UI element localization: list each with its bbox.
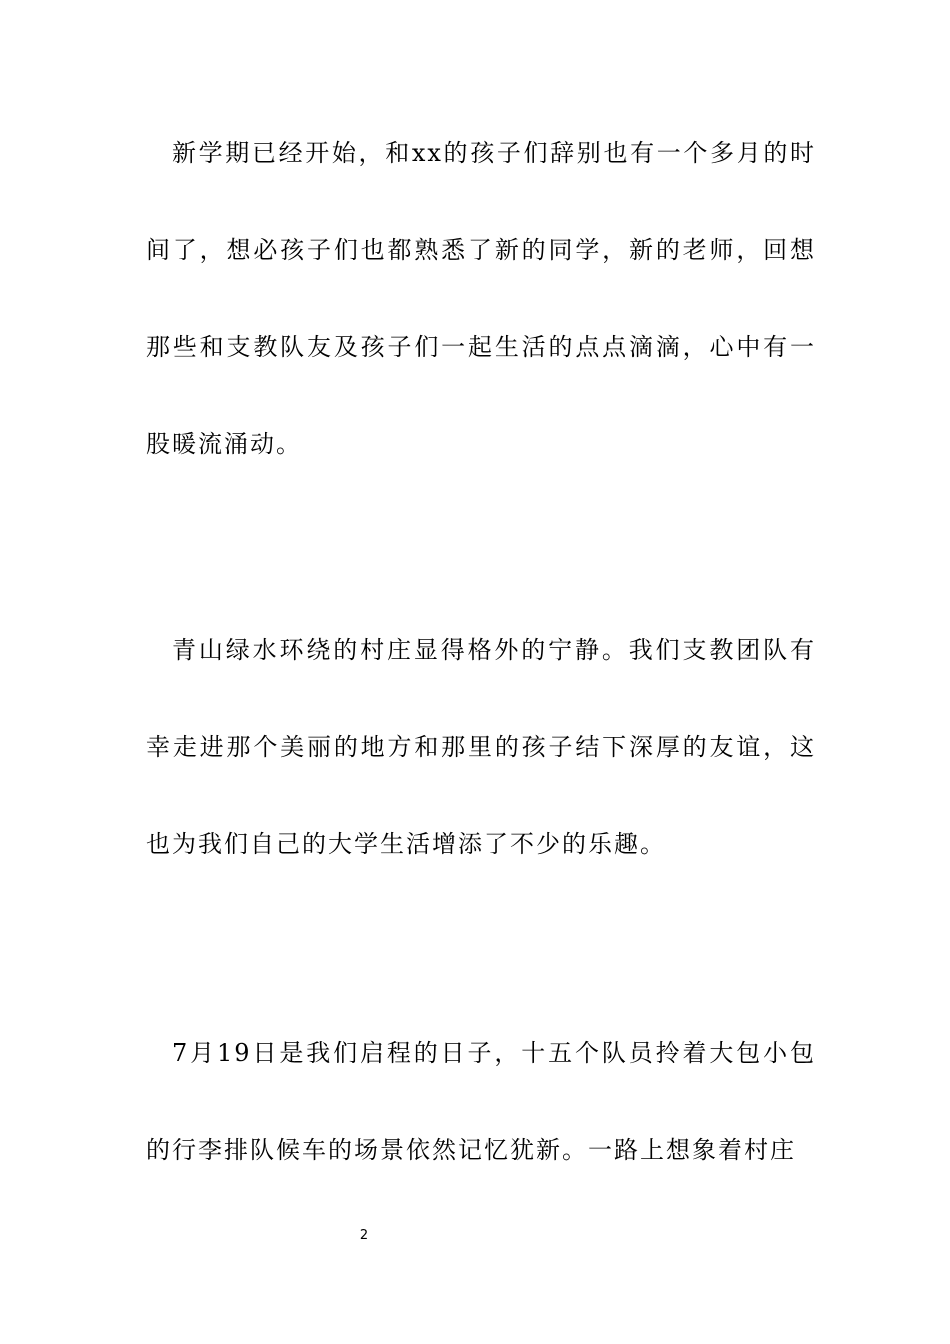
paragraph-2: 青山绿水环绕的村庄显得格外的宁静。我们支教团队有幸走进那个美丽的地方和那里的孩子结下深厚的友谊，这也为我们自己的大学生活增添了不少的乐趣。 (146, 636, 816, 858)
paragraph-1: 新学期已经开始，和xx的孩子们辞别也有一个多月的时间了，想必孩子们也都熟悉了新的同学，新的老师，回想那些和支教队友及孩子们一起生活的点点滴滴，心中有一股暖流涌动。 (146, 139, 816, 458)
page-number: 2 (359, 1228, 369, 1243)
paragraph-3: 7月19日是我们启程的日子，十五个队员拎着大包小包的行李排队候车的场景依然记忆犹新。一路上想象着村庄 (146, 1039, 816, 1164)
